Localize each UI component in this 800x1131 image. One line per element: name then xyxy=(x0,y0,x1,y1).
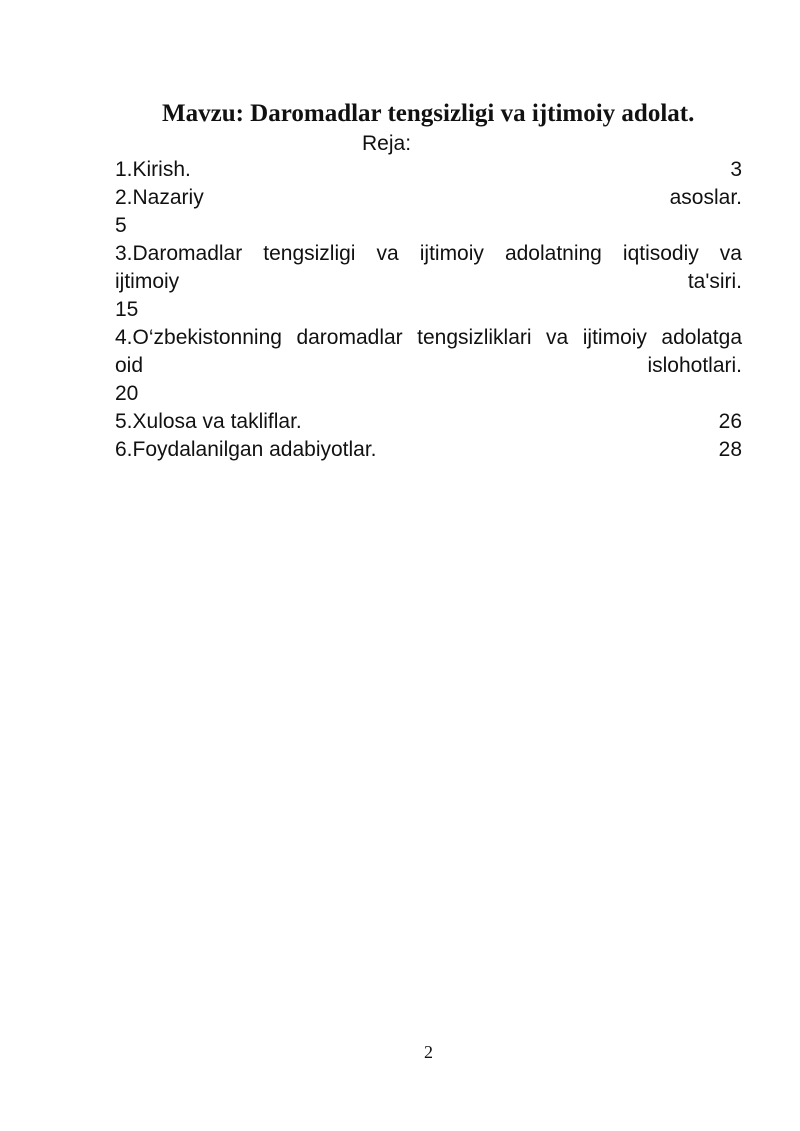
toc-entry-page: 3 xyxy=(730,158,742,181)
table-of-contents xyxy=(115,156,742,464)
toc-entry-4-line1: 4.O‘zbekistonning daromadlar tengsizliklari va ijtimoiy adolatga xyxy=(115,326,742,349)
toc-entry-6 xyxy=(115,436,742,464)
toc-entry-label-left: ijtimoiy xyxy=(115,270,180,293)
toc-entry-label-left: oid xyxy=(115,354,144,377)
toc-entry-5 xyxy=(115,408,742,436)
toc-entry-2 xyxy=(115,184,742,212)
toc-entry-3-line1: 3.Daromadlar tengsizligi va ijtimoiy adolatning iqtisodiy va xyxy=(115,242,742,265)
toc-entry-label-right: asoslar. xyxy=(669,186,742,209)
toc-entry-1 xyxy=(115,156,742,184)
document-title: Mavzu: Daromadlar tengsizligi va ijtimoiy adolat. xyxy=(162,100,695,127)
page-number: 2 xyxy=(424,1042,433,1062)
toc-entry-label: 5.Xulosa va takliflar. xyxy=(115,410,302,433)
toc-entry-label: 1.Kirish. xyxy=(115,158,191,181)
toc-entry-page: 5 xyxy=(115,214,127,237)
toc-entry-page: 28 xyxy=(718,438,742,461)
toc-entry-page: 15 xyxy=(115,298,139,321)
plan-heading: Reja: xyxy=(362,132,412,155)
toc-entry-label: 6.Foydalanilgan adabiyotlar. xyxy=(115,438,377,461)
toc-entry-3-line2 xyxy=(115,268,742,296)
toc-entry-4-line2 xyxy=(115,352,742,380)
toc-entry-page: 26 xyxy=(718,410,742,433)
toc-entry-label-left: 2.Nazariy xyxy=(115,186,204,209)
toc-entry-page: 20 xyxy=(115,382,139,405)
toc-entry-label-right: ta'siri. xyxy=(687,270,742,293)
toc-entry-label-right: islohotlari. xyxy=(647,354,742,377)
